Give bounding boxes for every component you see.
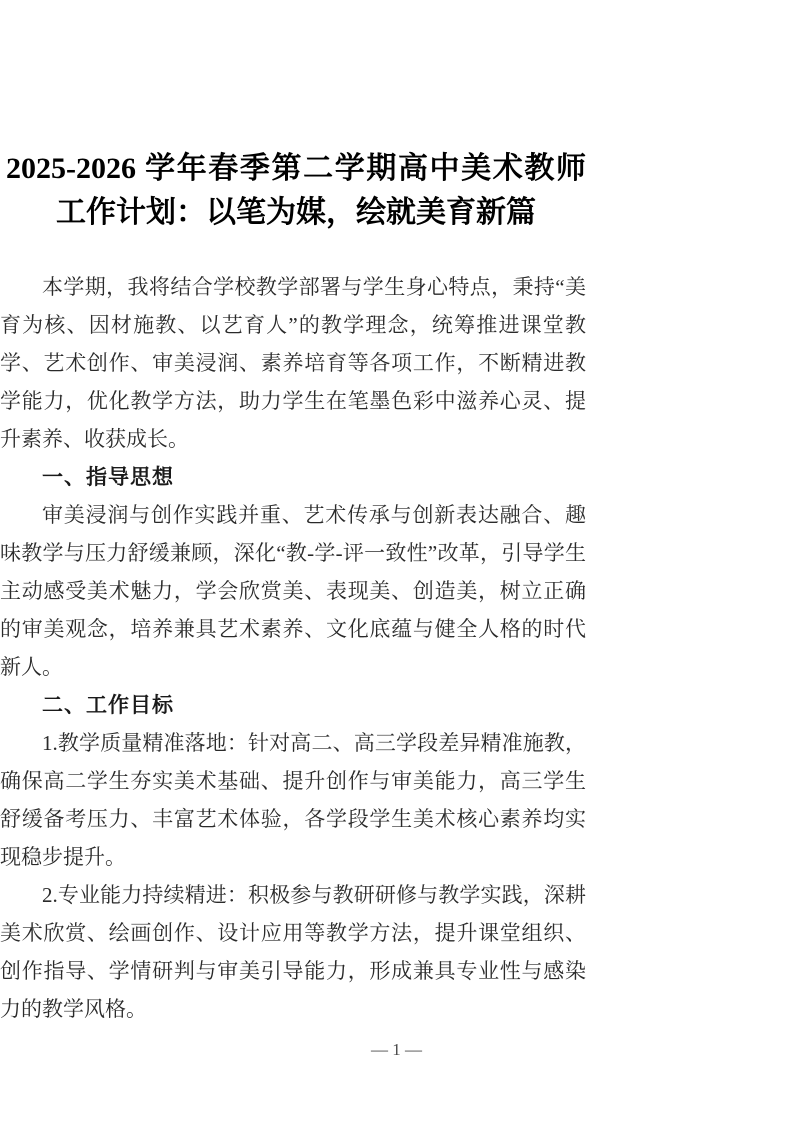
section-heading-1: 一、指导思想 [42,465,174,489]
goal-item-2: 2.专业能力持续精进：积极参与教研研修与教学实践，深耕美术欣赏、绘画创作、设计应用等教学方法，提升课堂组织、创作指导、学情研判与审美引导能力，形成兼具专业性与感染力的教学风格。 [0,883,586,1021]
section-heading-2: 二、工作目标 [42,693,174,717]
guiding-thought-paragraph: 审美浸润与创作实践并重、艺术传承与创新表达融合、趣味教学与压力舒缓兼顾，深化“教-学-评一致性”改革，引导学生主动感受美术魅力，学会欣赏美、表现美、创造美，树立正确的审美观念，培养兼具艺术素养、文化底蕴与健全人格的时代新人。 [0,503,586,679]
page-title: 2025-2026 学年春季第二学期高中美术教师工作计划：以笔为媒，绘就美育新篇 [6,152,586,229]
goal-item-1: 1.教学质量精准落地：针对高二、高三学段差异精准施教，确保高二学生夯实美术基础、提升创作与审美能力，高三学生舒缓备考压力、丰富艺术体验，各学段学生美术核心素养均实现稳步提升。 [0,731,586,869]
page-number-footer: — 1 — [371,1040,422,1059]
document-body [0,268,586,1028]
intro-paragraph: 本学期，我将结合学校教学部署与学生身心特点，秉持“美育为核、因材施教、以艺育人”的教学理念，统筹推进课堂教学、艺术创作、审美浸润、素养培育等各项工作，不断精进教学能力，优化教学方法，助力学生在笔墨色彩中滋养心灵、提升素养、收获成长。 [0,275,586,451]
